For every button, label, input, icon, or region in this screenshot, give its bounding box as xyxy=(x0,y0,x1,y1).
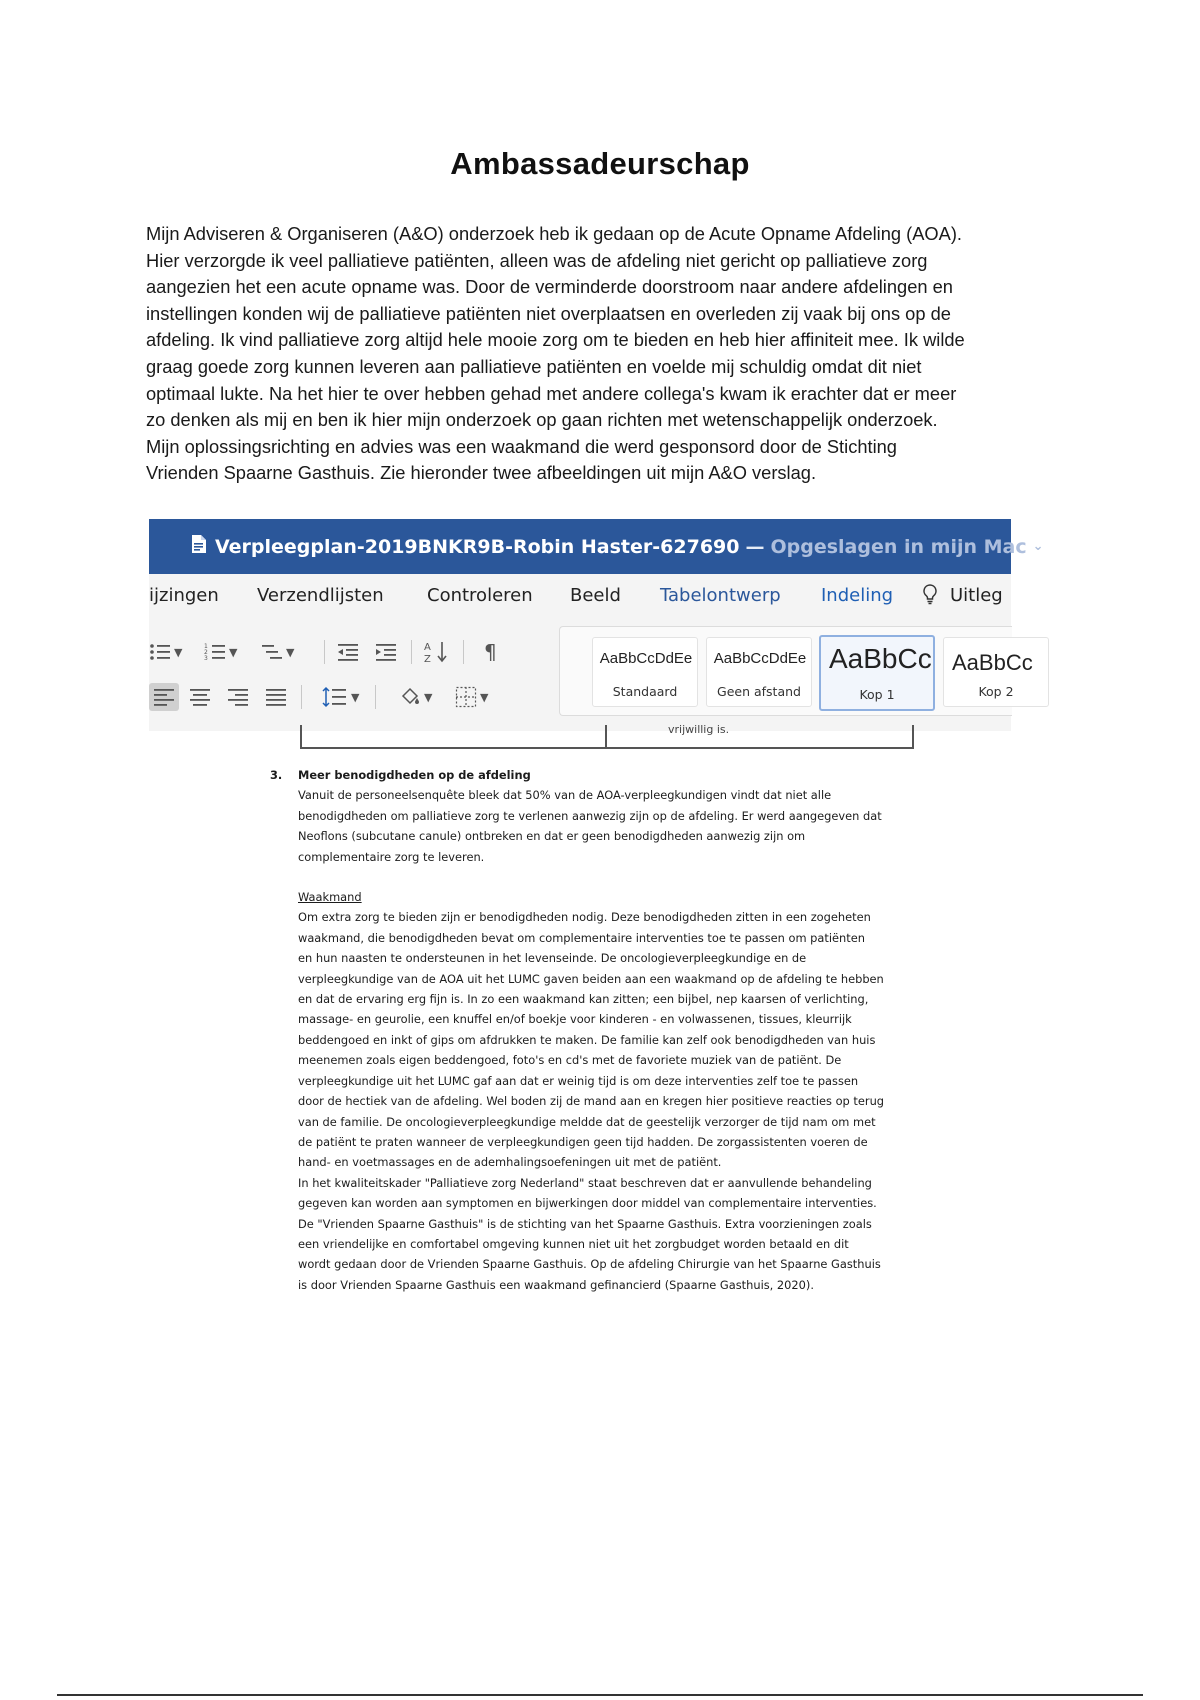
intro-line: zo denken als mij en ben ik hier mijn onderzoek op gaan richten met wetenschappelijk onderzoek. xyxy=(146,409,938,431)
intro-line: Hier verzorgde ik veel palliatieve patiënten, alleen was de afdeling niet gericht op palliatieve zorg xyxy=(146,249,928,271)
subheading: Waakmand xyxy=(298,890,362,905)
ribbon-divider xyxy=(301,685,302,709)
styles-gallery xyxy=(559,626,1033,716)
align-center-icon[interactable] xyxy=(189,683,211,711)
paragraph-line: van de familie. De oncologieverpleegkundige meldde dat de geestelijk verzorger de tijd nam om met xyxy=(298,1114,876,1129)
document-canvas xyxy=(149,723,1011,1316)
paragraph-line: De "Vrienden Spaarne Gasthuis" is de stichting van het Spaarne Gasthuis. Extra voorzieningen zoals xyxy=(298,1216,872,1231)
paragraph-line: meenemen zoals eigen beddengoed, foto's en cd's met de favoriete muziek van de patiënt. De xyxy=(298,1053,842,1068)
paragraph-line: hand- en voetmassages en de ademhalingsoefeningen uit met de patiënt. xyxy=(298,1155,722,1170)
intro-line: Vrienden Spaarne Gasthuis. Zie hieronder twee afbeeldingen uit mijn A&O verslag. xyxy=(146,462,817,484)
svg-text:A: A xyxy=(424,642,431,653)
style-kop-2[interactable] xyxy=(943,637,1049,707)
ribbon-tabs xyxy=(149,574,1011,618)
numbered-list-icon[interactable]: 1 2 3 ▼ xyxy=(204,643,238,662)
table-fragment xyxy=(300,725,914,749)
style-sample: AaBbCc xyxy=(829,643,932,674)
paragraph-line: In het kwaliteitskader "Palliatieve zorg Nederland" staat beschreven dat er aanvullende behandeling xyxy=(298,1175,872,1190)
justify-icon[interactable] xyxy=(265,683,287,711)
paragraph-line: waakmand, die benodigdheden bevat om complementaire interventies toe te passen om patiënten xyxy=(298,930,865,945)
svg-text:Z: Z xyxy=(424,654,431,665)
tab-wijzigingen[interactable]: ijzingen xyxy=(149,585,219,606)
intro-paragraph xyxy=(146,221,1066,487)
svg-text:3: 3 xyxy=(204,655,208,662)
paragraph-line: Vanuit de personeelsenquête bleek dat 50% van de AOA-verpleegkundigen vindt dat niet alle xyxy=(298,788,832,803)
paragraph-line: Neoflons (subcutane canule) ontbreken en dat er geen benodigdheden aanwezig zijn om xyxy=(298,829,806,844)
word-screenshot xyxy=(149,519,1044,1316)
page-title: Ambassadeurschap xyxy=(450,146,750,181)
style-name: Kop 2 xyxy=(978,684,1014,699)
ribbon-toolbar xyxy=(149,618,1033,732)
paragraph-line: en hun naasten te ondersteunen in het levenseinde. De oncologieverpleegkundige en de xyxy=(298,951,807,966)
align-left-icon[interactable] xyxy=(149,683,179,711)
ribbon-divider xyxy=(463,640,464,664)
bullet-list-icon[interactable]: ▼ xyxy=(149,638,182,666)
paragraph-line: door de hectiek van de afdeling. Wel boden zij de mand aan en kregen hier positieve reacties op terug xyxy=(298,1094,885,1109)
paragraph-line: complementaire zorg te leveren. xyxy=(298,849,485,864)
tab-controleren[interactable]: Controleren xyxy=(427,585,533,606)
tab-tabelontwerp[interactable]: Tabelontwerp xyxy=(660,585,781,606)
paragraph-line: benodigdheden om palliatieve zorg te verlenen aanwezig zijn op de afdeling. Er werd aangegeven dat xyxy=(298,808,882,823)
paragraph-line: een vriendelijke en comfortabel omgeving kunnen niet uit het zorgbudget worden betaald en dit xyxy=(298,1236,849,1251)
paragraph-line: gegeven kan worden aan symptomen en bijwerkingen door middel van complementaire interventies. xyxy=(298,1196,877,1211)
style-kop-1[interactable] xyxy=(819,635,935,711)
style-standaard[interactable] xyxy=(592,637,698,707)
lightbulb-icon[interactable] xyxy=(921,583,939,605)
table-divider xyxy=(605,725,607,747)
style-sample: AaBbCc xyxy=(952,650,1033,675)
ribbon-divider xyxy=(411,640,412,664)
tab-verzendlijsten[interactable]: Verzendlijsten xyxy=(257,585,384,606)
section-number: 3. xyxy=(270,768,283,782)
intro-line: instellingen konden wij de palliatieve patiënten niet overplaatsen en overleden zij vaak bij ons op de xyxy=(146,302,951,324)
paragraph-line: en dat de ervaring erg fijn is. In zo een waakmand kan zitten; een bijbel, nep kaarsen of verlichting, xyxy=(298,992,869,1007)
multilevel-list-icon[interactable]: ▼ xyxy=(261,638,294,666)
style-sample: AaBbCcDdEe xyxy=(599,650,693,667)
tab-indeling[interactable]: Indeling xyxy=(821,585,894,606)
paragraph-line: verpleegkundige uit het LUMC gaf aan dat er weinig tijd is om deze interventies zelf toe te passen xyxy=(298,1073,859,1088)
decrease-indent-icon[interactable] xyxy=(337,638,359,666)
title-separator: — xyxy=(745,535,765,558)
paragraph-line: is door Vrienden Spaarne Gasthuis een waakmand gefinancierd (Spaarne Gasthuis, 2020). xyxy=(298,1277,814,1292)
style-geen-afstand[interactable] xyxy=(706,637,812,707)
tab-beeld[interactable]: Beeld xyxy=(570,585,621,606)
intro-line: optimaal lukte. Na het hier te over hebben gehad met andere collega's kwam ik erachter dat er meer xyxy=(146,382,957,404)
table-cell-text: vrijwillig is. xyxy=(668,723,730,736)
line-spacing-icon[interactable]: ▼ xyxy=(322,683,359,711)
sort-icon[interactable] xyxy=(424,638,450,666)
intro-line: aangezien het een acute opname was. Door de verminderde doorstroom naar andere afdelingen en xyxy=(146,276,953,298)
intro-line: Mijn oplossingsrichting en advies was een waakmand die werd gesponsord door de Stichting xyxy=(146,435,897,457)
document-icon xyxy=(191,534,207,559)
paragraph-marks-icon[interactable]: ¶ xyxy=(484,640,497,664)
footer-rule xyxy=(57,1694,1143,1696)
style-name: Standaard xyxy=(612,684,678,699)
paragraph-line: wordt gedaan door de Vrienden Spaarne Gasthuis. Op de afdeling Chirurgie van het Spaarne Gasthuis xyxy=(298,1257,881,1272)
document-body xyxy=(270,765,938,1295)
save-status[interactable]: Opgeslagen in mijn Mac xyxy=(770,535,1027,558)
paragraph-line: de patiënt te praten wanneer de verpleegkundigen geen tijd hadden. De zorgassistenten voeren de xyxy=(298,1134,868,1149)
tab-uitleg[interactable]: Uitleg xyxy=(950,585,1003,606)
intro-line: graag goede zorg kunnen leveren aan palliatieve patiënten en voelde mij schuldig omdat dit niet xyxy=(146,355,922,377)
word-title-bar xyxy=(149,519,1044,574)
paragraph-line: massage- en geurolie, een knuffel en/of boekje voor kinderen - en volwassenen, tissues, kleurrijk xyxy=(298,1012,852,1027)
style-name: Kop 1 xyxy=(859,687,895,702)
paragraph-line: Om extra zorg te bieden zijn er benodigdheden nodig. Deze benodigdheden zitten in een zogeheten xyxy=(298,910,871,925)
chevron-down-icon[interactable]: ⌄ xyxy=(1032,539,1044,554)
ribbon-divider xyxy=(324,640,325,664)
increase-indent-icon[interactable] xyxy=(375,638,397,666)
style-sample: AaBbCcDdEe xyxy=(713,650,807,667)
section-heading: Meer benodigdheden op de afdeling xyxy=(298,768,531,782)
document-name: Verpleegplan-2019BNKR9B-Robin Haster-627690 xyxy=(215,535,740,558)
align-right-icon[interactable] xyxy=(227,683,249,711)
ribbon-divider xyxy=(375,685,376,709)
paragraph-line: verpleegkundige van de AOA uit het LUMC gaven beiden aan een waakmand op de afdeling te hebben xyxy=(298,971,884,986)
intro-line: afdeling. Ik vind palliatieve zorg altijd hele mooie zorg om te bieden en heb hier affiniteit mee. Ik wilde xyxy=(146,329,965,351)
paragraph-line: beddengoed en inkt of gips om afdrukken te maken. De familie kan zelf ook benodigdheden van huis xyxy=(298,1032,876,1047)
style-name: Geen afstand xyxy=(717,684,801,699)
svg-text:1: 1 xyxy=(204,643,208,650)
svg-text:2: 2 xyxy=(204,649,208,656)
borders-icon[interactable]: ▼ xyxy=(455,683,488,711)
shading-icon[interactable]: ▼ xyxy=(399,683,432,711)
intro-line: Mijn Adviseren & Organiseren (A&O) onderzoek heb ik gedaan op de Acute Opname Afdeling (AOA). xyxy=(146,223,963,244)
